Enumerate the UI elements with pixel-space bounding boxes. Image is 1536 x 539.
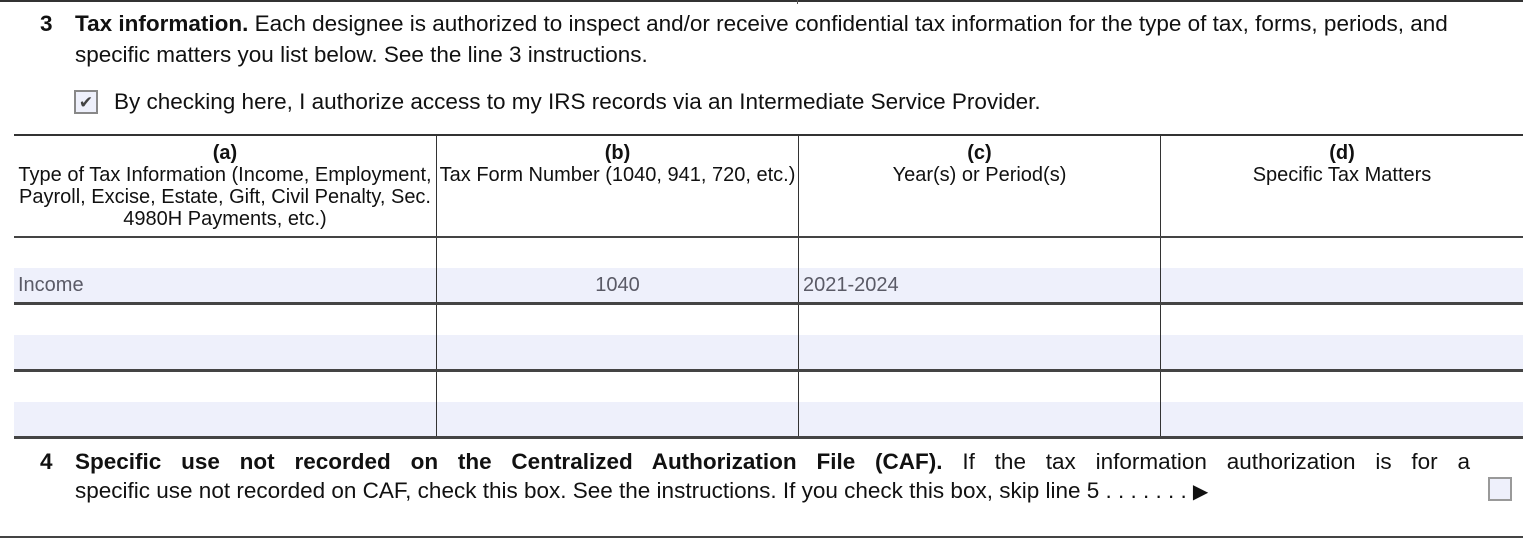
isp-checkbox-label: By checking here, I authorize access to my IRS records via an Intermediate Service Provider.: [114, 89, 1041, 114]
tax-information-table: [14, 134, 1523, 439]
table-row: [14, 305, 1523, 372]
cell-form: [437, 305, 799, 369]
top-rule: [0, 0, 1523, 2]
cell-type: [14, 238, 437, 302]
line-4-text: [75, 447, 1470, 507]
tax-type-field[interactable]: [14, 335, 436, 369]
line-4-body-1: If the tax information authorization is for a: [942, 449, 1471, 474]
isp-authorization-row: [74, 89, 1041, 115]
tax-form-field[interactable]: [437, 335, 798, 369]
cell-matters: [1161, 238, 1523, 302]
matters-field[interactable]: [1161, 268, 1523, 302]
tax-type-field[interactable]: [14, 402, 436, 436]
years-field[interactable]: 2021-2024: [799, 268, 1160, 302]
cell-type: [14, 305, 437, 369]
cell-matters: [1161, 305, 1523, 369]
isp-checkbox[interactable]: [74, 90, 98, 114]
column-header-c: [799, 136, 1161, 236]
column-title: Tax Form Number (1040, 941, 720, etc.): [439, 164, 796, 186]
line-3-heading: Tax information.: [75, 11, 249, 36]
cell-years: [799, 305, 1161, 369]
line-number: 3: [40, 11, 53, 36]
line-number: 4: [40, 449, 53, 474]
years-field[interactable]: [799, 402, 1160, 436]
column-header-d: [1161, 136, 1523, 236]
cell-years: [799, 372, 1161, 436]
checkmark-icon: ✔: [78, 92, 94, 112]
line-4-body-2: specific use not recorded on CAF, check this box. See the instructions. If you check this box, skip line 5: [75, 478, 1100, 503]
column-header-b: [437, 136, 799, 236]
column-title: Year(s) or Period(s): [892, 164, 1067, 186]
column-letter: (b): [604, 142, 631, 164]
tax-form-field[interactable]: [437, 402, 798, 436]
column-letter: (a): [212, 142, 238, 164]
column-letter: (d): [1329, 142, 1355, 164]
tax-form-field[interactable]: 1040: [437, 268, 798, 302]
table-row: [14, 238, 1523, 305]
bottom-rule: [0, 536, 1523, 538]
arrow-right-icon: ▶: [1192, 481, 1209, 503]
years-field[interactable]: [799, 335, 1160, 369]
line-4-first-line: [75, 447, 1470, 476]
caf-specific-use-checkbox[interactable]: [1488, 477, 1512, 501]
column-header-a: [14, 136, 437, 236]
cell-form: [437, 372, 799, 436]
column-title: Type of Tax Information (Income, Employment, Payroll, Excise, Estate, Gift, Civil Penalty, Sec. 4980H Payments, etc.): [18, 164, 432, 230]
line-3-tax-information: [40, 8, 1510, 70]
leader-dots: . . . . . . .: [1099, 478, 1187, 503]
cell-form: [437, 238, 799, 302]
matters-field[interactable]: [1161, 402, 1523, 436]
cell-matters: [1161, 372, 1523, 436]
column-letter: (c): [967, 142, 992, 164]
line-4-heading: Specific use not recorded on the Centralized Authorization File (CAF).: [75, 449, 943, 474]
column-title: Specific Tax Matters: [1252, 164, 1432, 186]
table-header: [14, 136, 1523, 238]
tax-type-field[interactable]: Income: [14, 268, 436, 302]
table-row: [14, 372, 1523, 439]
line-3-text: [75, 8, 1510, 70]
cell-years: [799, 238, 1161, 302]
cell-type: [14, 372, 437, 436]
matters-field[interactable]: [1161, 335, 1523, 369]
top-column-tick: [797, 0, 798, 4]
line-4-specific-use: [40, 447, 1470, 507]
line-3-body: Each designee is authorized to inspect and/or receive confidential tax information for the type of tax, forms, periods, and specific matters you list below. See the line 3 instructions.: [75, 11, 1448, 67]
